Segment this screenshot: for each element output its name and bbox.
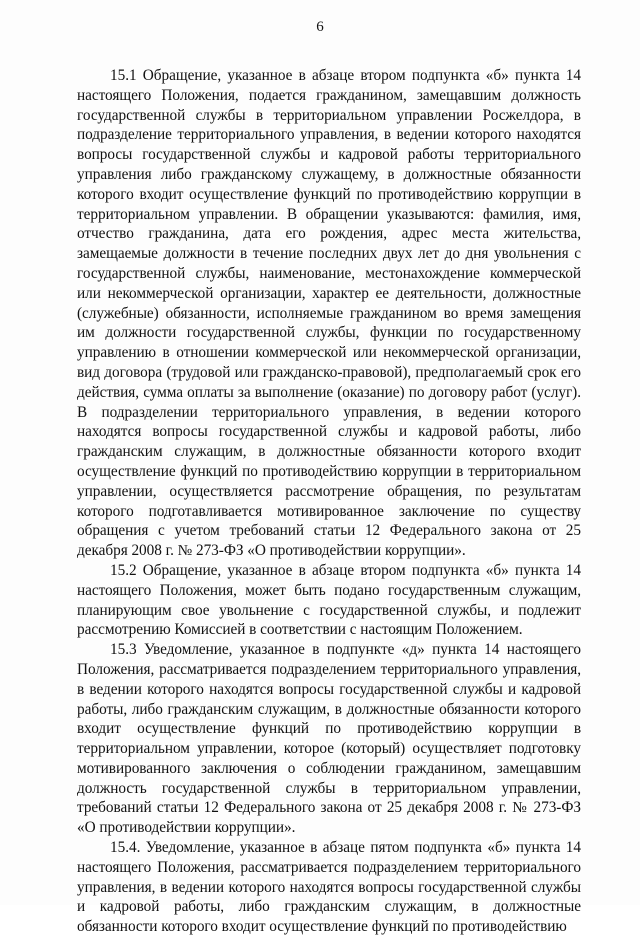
page-number: 6 [316, 19, 324, 35]
document-body [77, 66, 581, 937]
paragraph-15-3: 15.3 Уведомление, указанное в подпункте «д» пункта 14 настоящего Положения, рассматривается подразделением территориального управления, в ведении которого находятся вопросы государственной службы и кадровой работы, либо гражданским служащим, в должностные обязанности которого входит осуществление функций по противодействию коррупции в территориальном управлении, которое (который) осуществляет подготовку мотивированного заключения о соблюдении гражданином, замещавшим должность государственной службы в территориальном управлении, требований статьи 12 Федерального закона от 25 декабря 2008 г. № 273-ФЗ «О противодействии коррупции». [77, 641, 581, 837]
paragraph-15-4: 15.4. Уведомление, указанное в абзаце пятом подпункта «б» пункта 14 настоящего Положения, рассматривается подразделением территориального управления, в ведении которого находятся вопросы государственной службы и кадровой работы, либо гражданским служащим, в должностные обязанности которого входит осуществление функций по противодействию [77, 839, 581, 936]
paragraph-15-1: 15.1 Обращение, указанное в абзаце втором подпункта «б» пункта 14 настоящего Положения, подается гражданином, замещавшим должность государственной службы в территориальном управлении Росжелдора, в подразделение территориального управления, в ведении которого находятся вопросы государственной службы и кадровой работы территориального управления либо гражданскому служащему, в должностные обязанности которого входит осуществление функций по противодействию коррупции в территориальном управлении. В обращении указываются: фамилия, имя, отчество гражданина, дата его рождения, адрес места жительства, замещаемые должности в течение последних двух лет до дня увольнения с государственной службы, наименование, местонахождение коммерческой или некоммерческой организации, характер ее деятельности, должностные (служебные) обязанности, исполняемые гражданином во время замещения им должности государственной службы, функции по государственному управлению в отношении коммерческой или некоммерческой организации, вид договора (трудовой или гражданско-правовой), предполагаемый срок его действия, сумма оплаты за выполнение (оказание) по договору работ (услуг). В подразделении территориального управления, в ведении которого находятся вопросы государственной службы и кадровой работы, либо гражданским служащим, в должностные обязанности которого входит осуществление функций по противодействию коррупции в территориальном управлении, осуществляется рассмотрение обращения, по результатам которого подготавливается мотивированное заключение по существу обращения с учетом требований статьи 12 Федерального закона от 25 декабря 2008 г. № 273-ФЗ «О противодействии коррупции». [77, 67, 581, 560]
paragraph-15-2: 15.2 Обращение, указанное в абзаце втором подпункта «б» пункта 14 настоящего Положения, может быть подано государственным служащим, планирующим свое увольнение с государственной службы, и подлежит рассмотрению Комиссией в соответствии с настоящим Положением. [77, 561, 581, 639]
